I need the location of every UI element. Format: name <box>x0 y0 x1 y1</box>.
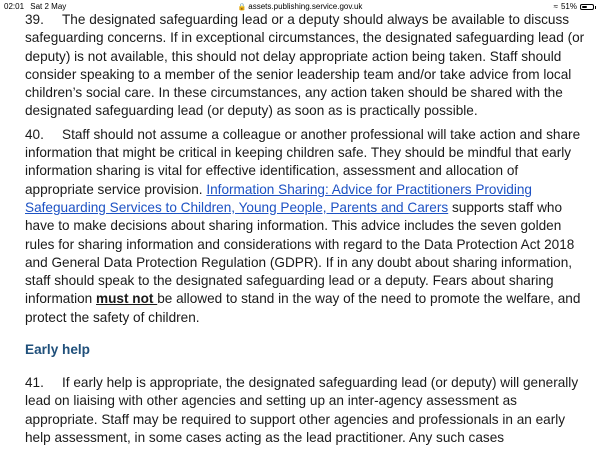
paragraph-text: If early help is appropriate, the designated safeguarding lead (or deputy) will generally lead on liaising with other agencies and setting up an inter-agency assessment as appropriate. Staff may be required to support other agencies and professionals in an early help assessment, in some cases acting as the lead practitioner. Any such cases <box>25 375 579 445</box>
address-bar[interactable] <box>0 0 600 15</box>
paragraph-text: supports staff who have to make decisions about sharing information. This advice includes the seven golden rules for sharing information and considerations with regard to the Data Protection Act 2018 and General Data Protection Regulation (GDPR). If in any doubt about sharing information, staff should speak to the designated safeguarding lead or a deputy. Fears about sharing information <box>25 199 575 307</box>
status-indicators <box>554 0 596 14</box>
paragraph-39 <box>25 11 585 121</box>
wifi-icon: ≈ <box>553 2 558 11</box>
paragraph-40 <box>25 126 585 327</box>
battery-icon <box>580 4 594 10</box>
paragraph-41 <box>25 374 585 447</box>
emphasis-text: must not <box>96 291 158 307</box>
address-url: assets.publishing.service.gov.uk <box>248 2 363 11</box>
paragraph-text: The designated safeguarding lead or a deputy should always be available to discuss safeguarding concerns. If in exceptional circumstances, the designated safeguarding lead (or deputy) is not available, this should not delay appropriate action being taken. Staff should consider speaking to a member of the senior leadership team and/or take advice from local children’s social care. In these circumstances, any action taken should be shared with the designated safeguarding lead (or deputy) as soon as is practically possible. <box>25 12 585 119</box>
document-body <box>25 11 585 447</box>
status-date: Sat 2 May <box>30 2 67 11</box>
paragraph-text: be allowed to stand in the way of the need to promote the welfare, and protect the safety of children. <box>25 291 581 325</box>
information-sharing-link[interactable]: Information Sharing: Advice for Practitioners Providing Safeguarding Services to Children, Young People, Parents and Carers <box>25 181 532 215</box>
status-time: 02:01 <box>4 2 25 11</box>
section-heading: Early help <box>25 342 90 358</box>
paragraph-text: Staff should not assume a colleague or another professional will take action and share information that might be critical in keeping children safe. They should be mindful that early information sharing is vital for effective identification, assessment and allocation of appropriate service provision. <box>25 126 581 197</box>
battery-fill <box>582 6 587 8</box>
paragraph-number: 39. <box>25 12 44 27</box>
battery-percent: 51% <box>560 2 577 11</box>
paragraph-number: 40. <box>25 126 44 142</box>
lock-icon: 🔒 <box>237 4 247 11</box>
paragraph-number: 41. <box>25 375 44 391</box>
status-bar <box>0 0 600 14</box>
